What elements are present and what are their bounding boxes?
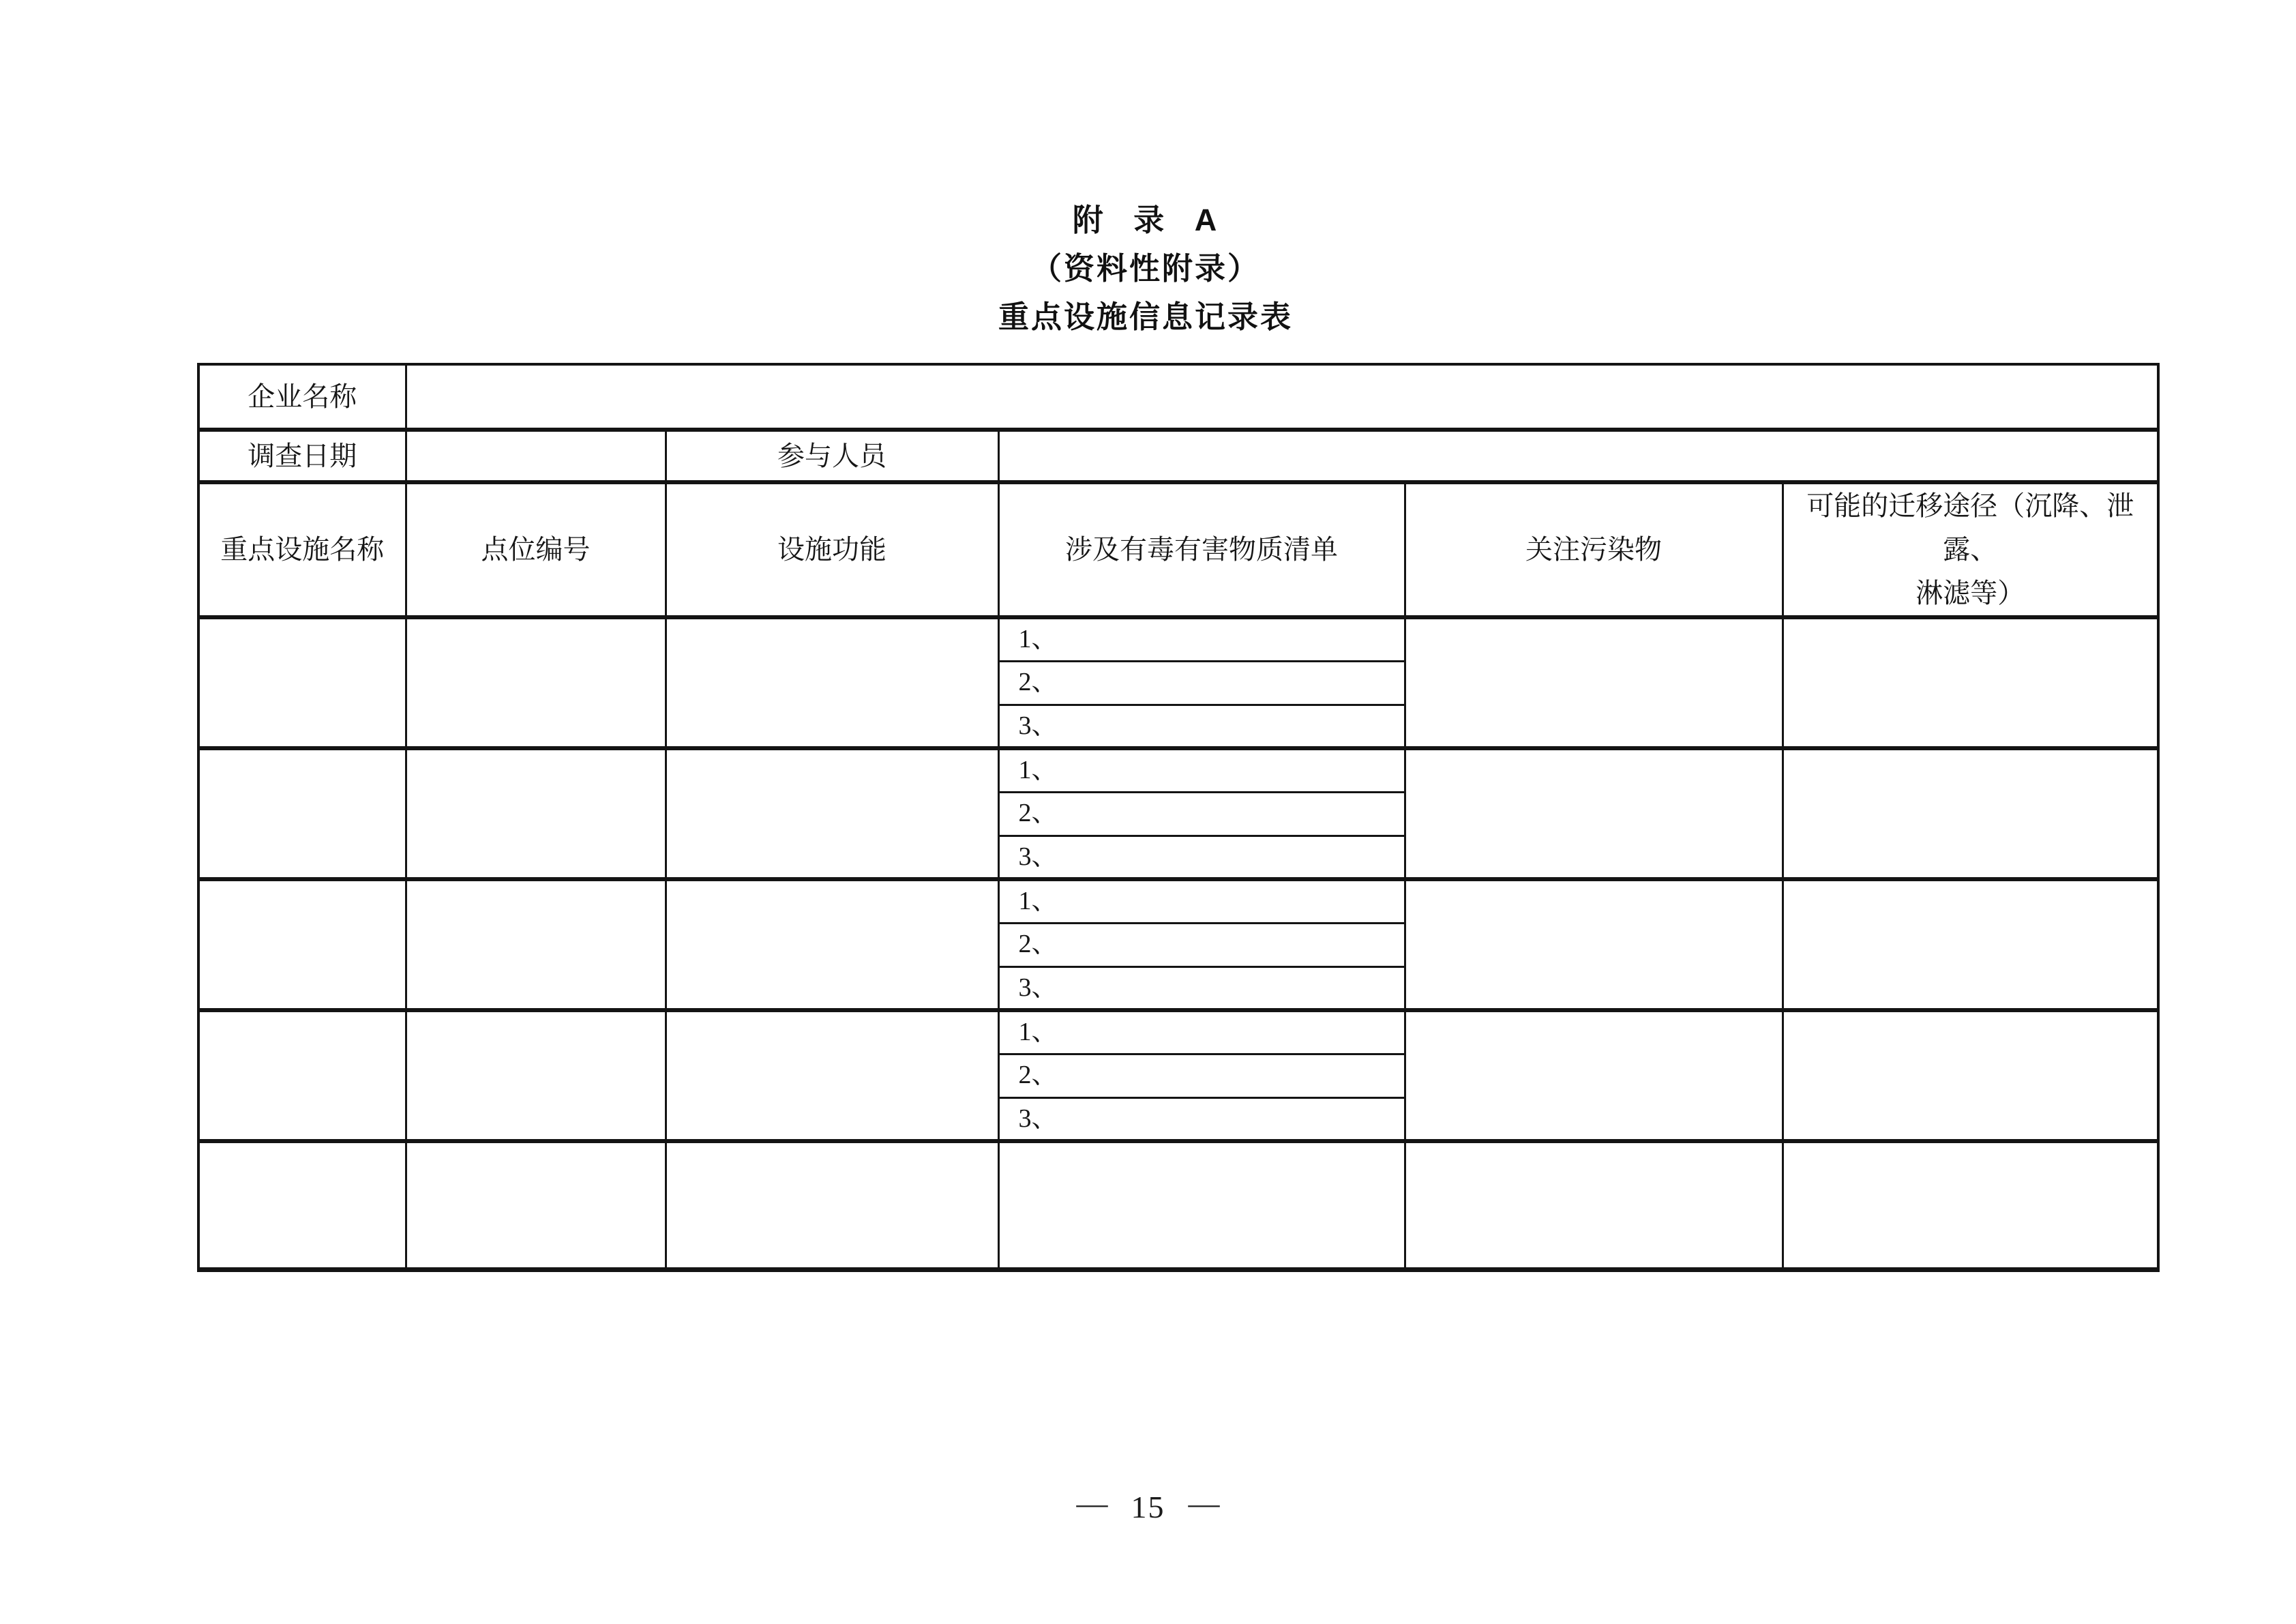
footer-dash-right: — (1188, 1486, 1220, 1520)
company-name-label: 企业名称 (198, 364, 406, 430)
substance-item-3: 3、 (998, 1097, 1405, 1141)
facility-name-cell (198, 1010, 406, 1141)
survey-date-value-cell (406, 430, 666, 482)
pollutants-cell (1405, 1141, 1783, 1269)
migration-path-cell (1783, 748, 2158, 879)
survey-date-label: 调查日期 (198, 430, 406, 482)
point-number-cell (406, 1010, 666, 1141)
survey-info-row (198, 430, 2158, 482)
point-number-cell (406, 879, 666, 1010)
migration-path-cell (1783, 617, 2158, 748)
substance-item-1: 1、 (998, 1010, 1405, 1054)
participants-value-cell (998, 430, 2158, 482)
facility-name-cell (198, 879, 406, 1010)
column-header-pollutants: 关注污染物 (1405, 482, 1783, 617)
point-number-cell (406, 748, 666, 879)
substance-item-2: 2、 (998, 923, 1405, 966)
form-title: 重点设施信息记录表 (998, 299, 1293, 334)
participants-label: 参与人员 (666, 430, 998, 482)
substance-list-cell (998, 1141, 1405, 1269)
facility-function-cell (666, 617, 998, 748)
facility-function-cell (666, 748, 998, 879)
facility-record-table (197, 363, 2160, 1272)
column-header-point-number: 点位编号 (406, 482, 666, 617)
facility-name-cell (198, 617, 406, 748)
facility-group-2 (198, 748, 2158, 792)
column-header-row (198, 482, 2158, 617)
pollutants-cell (1405, 617, 1783, 748)
appendix-type-label: （资料性附录） (1030, 251, 1260, 286)
substance-item-3: 3、 (998, 966, 1405, 1010)
facility-group-1 (198, 617, 2158, 661)
migration-path-line2: 淋滤等） (1915, 578, 2025, 608)
point-number-cell (406, 617, 666, 748)
footer-dash-left: — (1076, 1486, 1108, 1520)
title-block (0, 196, 2291, 341)
page-number: 15 (1131, 1490, 1165, 1524)
facility-group-4 (198, 1010, 2158, 1054)
point-number-cell (406, 1141, 666, 1269)
migration-path-cell (1783, 879, 2158, 1010)
pollutants-cell (1405, 1010, 1783, 1141)
migration-path-cell (1783, 1141, 2158, 1269)
substance-item-2: 2、 (998, 1054, 1405, 1097)
column-header-facility-name: 重点设施名称 (198, 482, 406, 617)
facility-name-cell (198, 748, 406, 879)
substance-item-3: 3、 (998, 705, 1405, 748)
pollutants-cell (1405, 748, 1783, 879)
appendix-title: 附 录 A (1072, 203, 1219, 237)
migration-path-cell (1783, 1010, 2158, 1141)
facility-name-cell (198, 1141, 406, 1269)
page-footer (0, 1486, 2296, 1525)
migration-path-line1: 可能的迁移途径（沉降、泄露、 (1806, 490, 2134, 565)
substance-item-1: 1、 (998, 748, 1405, 792)
facility-group-3 (198, 879, 2158, 923)
facility-group-5-empty (198, 1141, 2158, 1269)
column-header-facility-function: 设施功能 (666, 482, 998, 617)
company-name-row (198, 364, 2158, 430)
company-name-value-cell (406, 364, 2158, 430)
substance-item-2: 2、 (998, 661, 1405, 705)
substance-item-3: 3、 (998, 836, 1405, 879)
facility-function-cell (666, 1141, 998, 1269)
facility-function-cell (666, 1010, 998, 1141)
column-header-migration-path (1783, 482, 2158, 617)
pollutants-cell (1405, 879, 1783, 1010)
substance-item-1: 1、 (998, 879, 1405, 923)
substance-item-2: 2、 (998, 792, 1405, 836)
substance-item-1: 1、 (998, 617, 1405, 661)
column-header-substance-list: 涉及有毒有害物质清单 (998, 482, 1405, 617)
facility-function-cell (666, 879, 998, 1010)
